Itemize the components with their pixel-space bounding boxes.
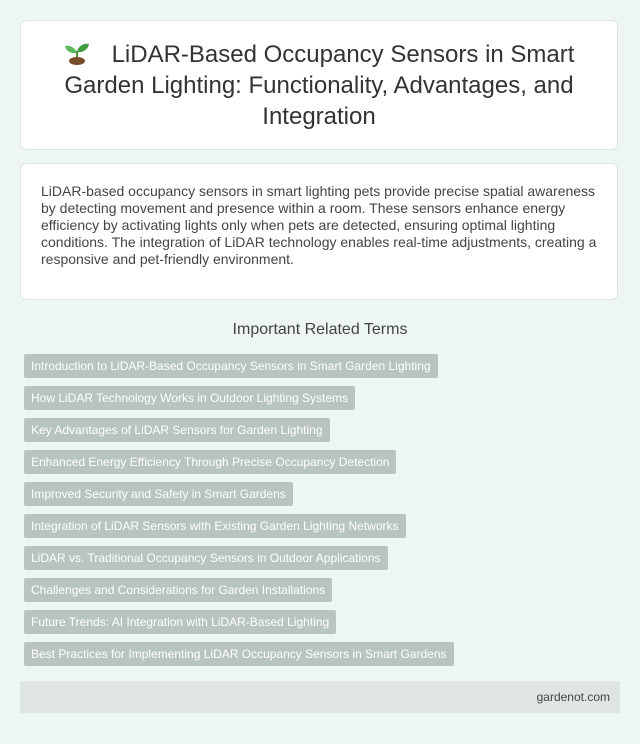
related-term-tag[interactable]: Introduction to LiDAR-Based Occupancy Sensors in Smart Garden Lighting: [24, 354, 438, 378]
related-term-tag[interactable]: Key Advantages of LiDAR Sensors for Garden Lighting: [24, 418, 330, 442]
related-term-tag[interactable]: Improved Security and Safety in Smart Gardens: [24, 482, 293, 506]
related-term-tag[interactable]: Enhanced Energy Efficiency Through Precise Occupancy Detection: [24, 450, 396, 474]
related-term-tag[interactable]: Integration of LiDAR Sensors with Existing Garden Lighting Networks: [24, 514, 406, 538]
related-terms-list: [24, 354, 620, 674]
footer: [20, 681, 620, 713]
title-card: [20, 20, 618, 150]
related-terms-heading: Important Related Terms: [232, 321, 408, 338]
sprout-icon: [64, 41, 90, 65]
related-term-tag[interactable]: LiDAR vs. Traditional Occupancy Sensors in Outdoor Applications: [24, 546, 388, 570]
summary-text: LiDAR-based occupancy sensors in smart lighting pets provide precise spatial awareness by detecting movement and presence within a room. These sensors enhance energy efficiency by activating lights only when pets are detected, ensuring optimal lighting conditions. The integration of LiDAR technology enables real-time adjustments, creating a responsive and pet-friendly environment.: [41, 183, 597, 267]
related-term-tag[interactable]: Best Practices for Implementing LiDAR Occupancy Sensors in Smart Gardens: [24, 642, 454, 666]
page-title-text: LiDAR-Based Occupancy Sensors in Smart Garden Lighting: Functionality, Advantages, and Integration: [64, 40, 575, 130]
page-title: [51, 39, 587, 132]
summary-card: [20, 163, 618, 300]
footer-site-link[interactable]: gardenot.com: [536, 690, 610, 704]
related-term-tag[interactable]: Challenges and Considerations for Garden Installations: [24, 578, 332, 602]
related-term-tag[interactable]: Future Trends: AI Integration with LiDAR-Based Lighting: [24, 610, 336, 634]
related-term-tag[interactable]: How LiDAR Technology Works in Outdoor Lighting Systems: [24, 386, 355, 410]
